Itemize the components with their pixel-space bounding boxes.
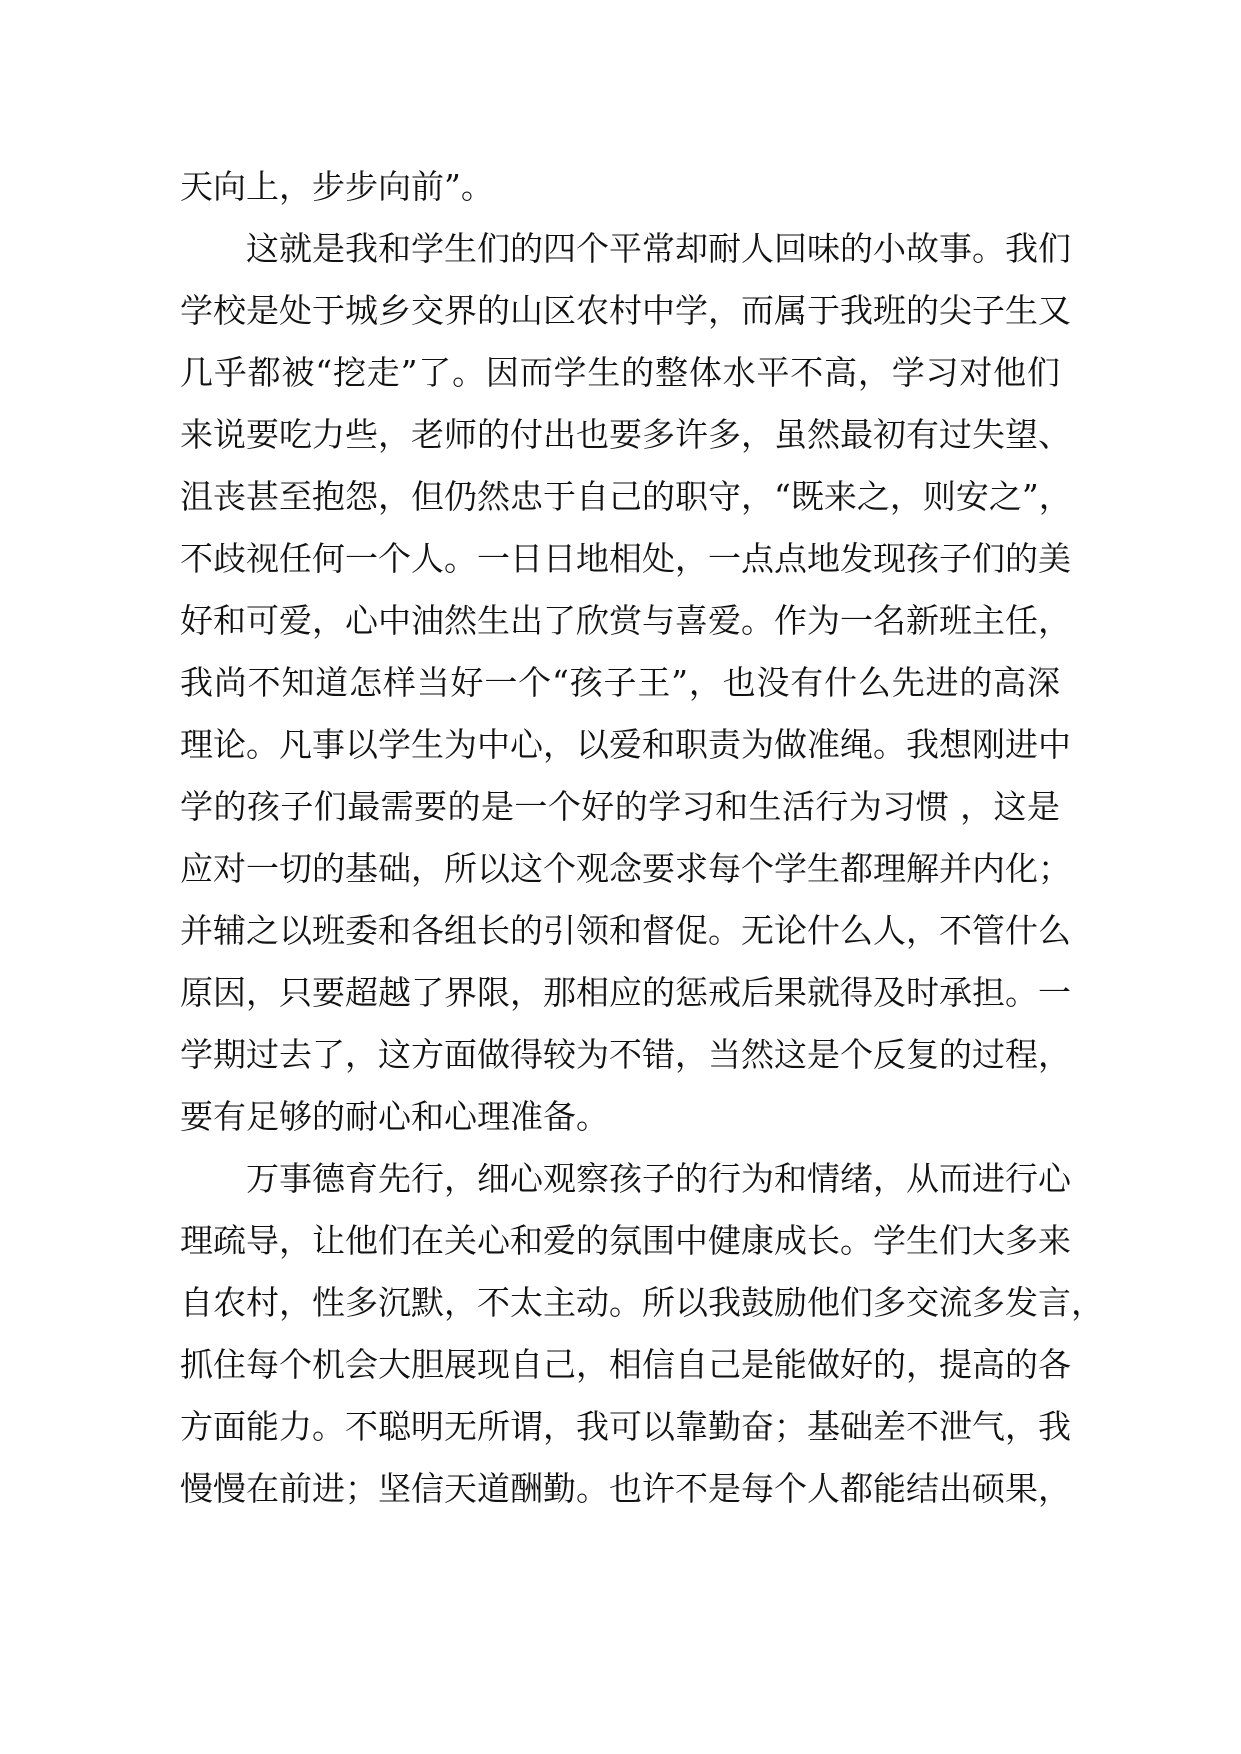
text-line: 慢慢在前进；坚信天道酬勤。也许不是每个人都能结出硕果， — [180, 1469, 1071, 1508]
text-line: 天向上，步步向前”。 — [180, 167, 494, 206]
text-line: 并辅之以班委和各组长的引领和督促。无论什么人，不管什么 — [180, 911, 1071, 950]
text-line: 好和可爱，心中油然生出了欣赏与喜爱。作为一名新班主任， — [180, 601, 1071, 640]
text-line: 理论。凡事以学生为中心，以爱和职责为做准绳。我想刚进中 — [180, 725, 1071, 764]
text-line: 应对一切的基础，所以这个观念要求每个学生都理解并内化； — [180, 849, 1071, 888]
text-line: 学校是处于城乡交界的山区农村中学，而属于我班的尖子生又 — [180, 291, 1071, 330]
text-line: 这就是我和学生们的四个平常却耐人回味的小故事。我们 — [246, 229, 1071, 268]
text-line: 沮丧甚至抱怨，但仍然忠于自己的职守，“既来之，则安之”， — [180, 477, 1072, 516]
text-line: 要有足够的耐心和心理准备。 — [180, 1097, 609, 1136]
text-line: 学期过去了，这方面做得较为不错，当然这是个反复的过程， — [180, 1035, 1071, 1074]
text-line: 抓住每个机会大胆展现自己，相信自己是能做好的，提高的各 — [180, 1345, 1071, 1384]
text-line: 原因，只要超越了界限，那相应的惩戒后果就得及时承担。一 — [180, 973, 1071, 1012]
text-line: 来说要吃力些，老师的付出也要多许多，虽然最初有过失望、 — [180, 415, 1071, 454]
text-line: 学的孩子们最需要的是一个好的学习和生活行为习惯 ，这是 — [180, 787, 1060, 826]
text-line: 我尚不知道怎样当好一个“孩子王”，也没有什么先进的高深 — [180, 663, 1060, 702]
text-line: 万事德育先行，细心观察孩子的行为和情绪，从而进行心 — [246, 1159, 1071, 1198]
text-line: 理疏导，让他们在关心和爱的氛围中健康成长。学生们大多来 — [180, 1221, 1071, 1260]
text-line: 方面能力。不聪明无所谓，我可以靠勤奋；基础差不泄气，我 — [180, 1407, 1071, 1446]
text-line: 自农村，性多沉默，不太主动。所以我鼓励他们多交流多发言， — [180, 1283, 1104, 1322]
text-line: 不歧视任何一个人。一日日地相处，一点点地发现孩子们的美 — [180, 539, 1071, 578]
body-text — [180, 156, 1104, 1520]
text-line: 几乎都被“挖走”了。因而学生的整体水平不高，学习对他们 — [180, 353, 1060, 392]
